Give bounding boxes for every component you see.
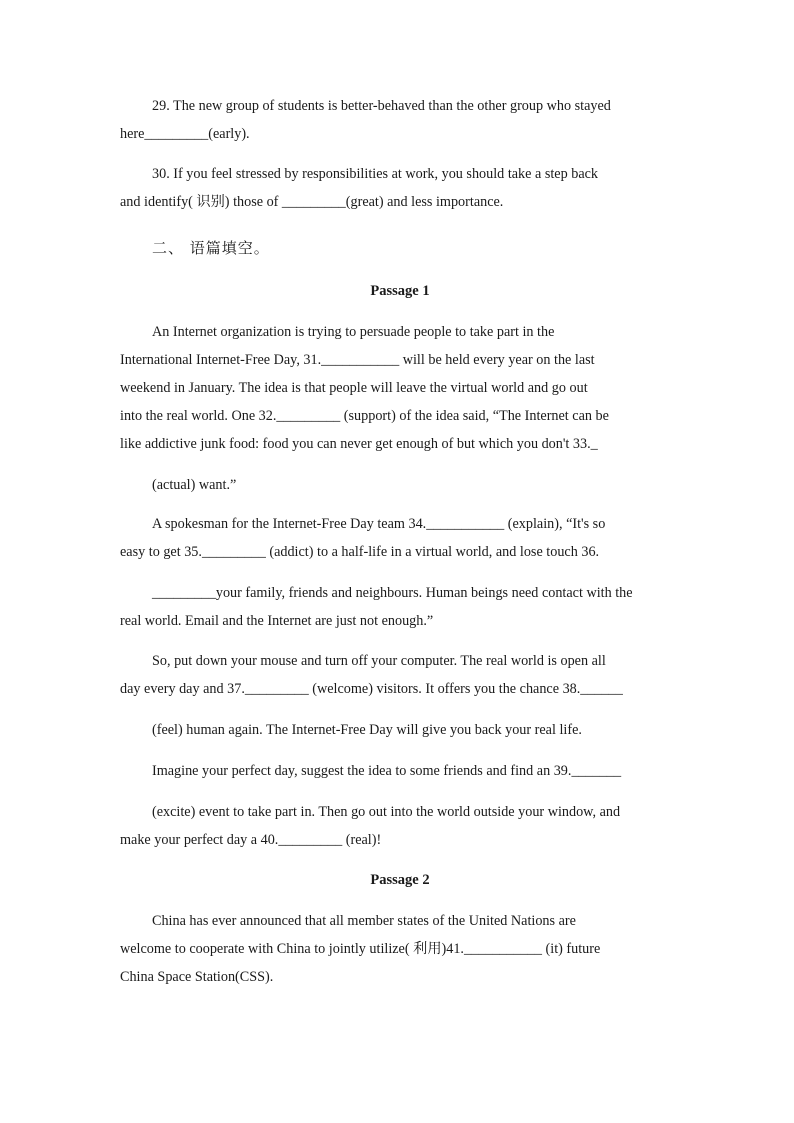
text-line: So, put down your mouse and turn off your computer. The real world is open all — [152, 653, 606, 669]
text-line: (excite) event to take part in. Then go out into the world outside your window, and — [152, 804, 621, 820]
text-line: (feel) human again. The Internet-Free Day will give you back your real life. — [152, 722, 582, 738]
text-line: easy to get 35._________ (addict) to a half-life in a virtual world, and lose touch 36. — [120, 544, 600, 560]
text-line: into the real world. One 32._________ (support) of the idea said, “The Internet can be — [120, 408, 609, 424]
text-line: _________your family, friends and neighbours. Human beings need contact with the — [152, 585, 633, 601]
text-line: An Internet organization is trying to persuade people to take part in the — [152, 324, 555, 340]
passage-1-paragraph-1 — [120, 318, 673, 499]
text-line: real world. Email and the Internet are just not enough.” — [120, 613, 434, 629]
question-29-line-1: 29. The new group of students is better-behaved than the other group who stayed — [152, 98, 611, 114]
section-heading: 二、 语篇填空。 — [152, 239, 270, 257]
text-line: International Internet-Free Day, 31.___________ will be held every year on the last — [120, 352, 595, 368]
passage-2-title: Passage 2 — [370, 872, 430, 888]
passage-1-paragraph-2 — [120, 510, 673, 635]
text-line: make your perfect day a 40._________ (real)! — [120, 832, 382, 848]
text-line: China Space Station(CSS). — [120, 969, 274, 985]
passage-1-paragraph-3 — [120, 647, 673, 744]
text-line: (actual) want.” — [152, 477, 237, 493]
question-30-line-2: and identify( 识别) those of _________(great) and less importance. — [120, 194, 504, 210]
question-30 — [120, 160, 673, 216]
text-line: like addictive junk food: food you can never get enough of but which you don't 33._ — [120, 436, 598, 452]
passage-1-title: Passage 1 — [370, 283, 430, 299]
text-line: day every day and 37._________ (welcome) visitors. It offers you the chance 38.______ — [120, 681, 623, 697]
text-line: China has ever announced that all member states of the United Nations are — [152, 913, 576, 929]
question-30-line-1: 30. If you feel stressed by responsibilities at work, you should take a step back — [152, 166, 599, 182]
passage-2-paragraph-1 — [120, 907, 673, 991]
passage-1-paragraph-4 — [120, 757, 673, 854]
text-line: weekend in January. The idea is that people will leave the virtual world and go out — [120, 380, 588, 396]
question-29-line-2: here_________(early). — [120, 126, 250, 142]
question-29 — [120, 92, 673, 148]
text-line: Imagine your perfect day, suggest the idea to some friends and find an 39._______ — [152, 763, 622, 779]
text-line: welcome to cooperate with China to jointly utilize( 利用)41.___________ (it) future — [120, 941, 601, 957]
text-line: A spokesman for the Internet-Free Day team 34.___________ (explain), “It's so — [152, 516, 606, 532]
